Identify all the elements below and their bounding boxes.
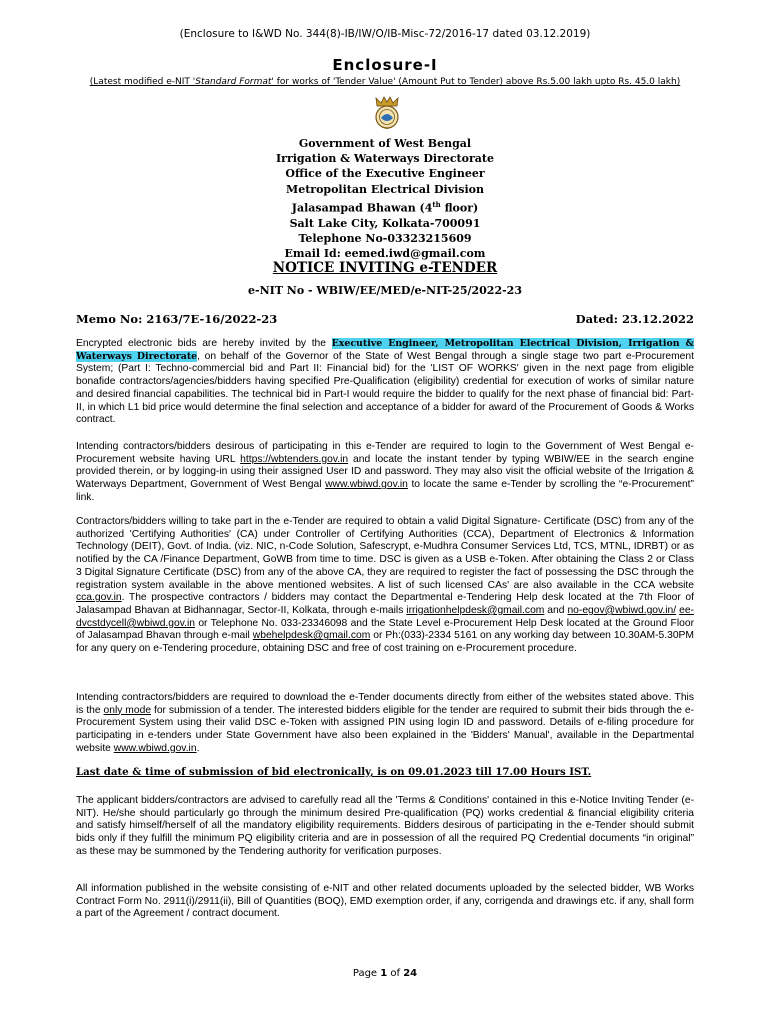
para3-text-5: or Telephone No. 033-23346098 and the State Level e-Procurement Help Desk located at the Ground Floor of Jalasampad Bhavan through e-mail (76, 617, 694, 642)
para1-text-pre: Encrypted electronic bids are hereby invited by the (76, 338, 332, 349)
office-line-building (0, 197, 770, 216)
para2-text-3: to locate the same e-Tender by scrolling the “e-Procurement” link. (76, 479, 694, 503)
memo-number: Memo No: 2163/7E-16/2022-23 (76, 312, 278, 326)
only-mode-emphasis: only mode (103, 704, 152, 716)
paragraph-agreement: All information published in the website consisting of e-NIT and other related documents uploaded by the selected bidder, WB Works Contract Form No. 2911(i)/2911(ii), Bill of Quantities (BOQ), EMD exemption order, if any, corrigenda and drawings etc. if any, shall form a part of the Agreement / contract document. (76, 883, 694, 920)
para4-text-1: Intending contractors/bidders are required to download the e-Tender documents directly from either of the websites stated above. This is the (76, 692, 694, 716)
footer-total-pages: 24 (403, 968, 418, 979)
enit-number: e-NIT No - WBIW/EE/MED/e-NIT-25/2022-23 (248, 284, 522, 297)
para4-text-3: . (196, 742, 200, 754)
para1-text-post: , on behalf of the Governor of the State of West Bengal through a single stage two part e-Procurement System; (Part I: Techno-commercial bid and Part II: Financial bid) for the 'LIST OF WORKS' given in the next page from eligible bonafide contractors/agencies/bidders having specified Pre-Qualification (eligibility) credential for execution of works of similar nature and desired financial capabilities. The technical bid in Part-I would require the bidder to qualify for the next phase of financial bid: Part-II, in which L1 bid price would determine the final selection and acceptance of a bidder for award of the Procurement of Goods & Works contract. (76, 350, 694, 426)
footer-page-number: 1 (380, 968, 388, 979)
paragraph-invitation (76, 338, 694, 427)
page-footer (0, 968, 770, 979)
memo-date: Dated: 23.12.2022 (575, 312, 694, 326)
para3-text-1: Contractors/bidders willing to take part in the e-Tender are required to obtain a valid Digital Signature- Certificate (DSC) from any of the authorized 'Certifying Authorities' (CA) under Controller of Certifying Authorities (CCA), Department of Electronics & Information Technology (DEIT), Govt. of India. (viz. NIC, n-Code Solution, Safescrypt, e-Mudhra Consumer Services Ltd, TCS, MTNL, IDRBT) or as notified by the CA /Finance Department, GoWB from time to time. DSC is given as a USB e-Token. After obtaining the Class 2 or Class 3 Digital Signature Certificate (DSC) from any of the above CA, they are required to register the fact of possessing the DSC through the registration system available in the above mentioned websites. A list of such licensed CAs' are also available in the CCA website (76, 516, 694, 591)
footer-of-word: of (387, 968, 404, 979)
para2-text-1: Intending contractors/bidders desirous of participating in this e-Tender are required to login to the Government of West Bengal e-Procurement website having URL (76, 441, 694, 465)
wbtenders-link[interactable]: https://wbtenders.gov.in (240, 453, 349, 465)
subtitle-pre: (Latest modified e-NIT ' (89, 77, 196, 87)
para2-text-2: and locate the instant tender by typing WBIW/EE in the search engine provided therein, or by logging-in using their assigned User ID and password. They may also visit the official website of the Irrigation & Waterways Department, Government of West Bengal (76, 453, 694, 491)
para3-text-6: or Ph:(033)-2334 5161 on any working day between 10.30AM-5.30PM for any query on e-Tendering procedure, obtaining DSC and free of cost training on e-Procurement procedure. (76, 630, 694, 655)
wbe-helpdesk-email-link[interactable]: wbehelpdesk@gmail.com (252, 630, 371, 642)
dvc-cell-email-link[interactable]: ee-dvcstdycell@wbiwd.gov.in (76, 604, 694, 629)
office-line-division: Metropolitan Electrical Division (286, 182, 484, 196)
building-name: Jalasampad Bhawan (4 (291, 201, 433, 215)
memo-row (76, 312, 694, 326)
enclosure-reference: (Enclosure to I&WD No. 344(8)-IB/IW/O/IB-Misc-72/2016-17 dated 03.12.2019) (179, 28, 591, 40)
paragraph-login (76, 441, 694, 505)
government-emblem-icon (370, 94, 404, 132)
floor-label: floor) (440, 201, 479, 215)
irrigation-helpdesk-email-link[interactable]: irrigationhelpdesk@gmail.com (406, 604, 545, 616)
cca-link[interactable]: cca.gov.in (76, 592, 122, 604)
paragraph-download (76, 692, 694, 756)
enclosure-subtitle (0, 77, 770, 87)
subtitle-post: ' for works of 'Tender Value' (Amount Put to Tender) above Rs.5.00 lakh upto Rs. 45.0 lakh) (271, 77, 681, 87)
office-line-email: Email Id: eemed.iwd@gmail.com (284, 247, 486, 261)
notice-title: NOTICE INVITING e-TENDER (272, 260, 498, 276)
subtitle-italic: Standard Format (195, 77, 272, 87)
no-egov-email-link[interactable]: no-egov@wbiwd.gov.in/ (567, 604, 677, 616)
office-address-block (0, 136, 770, 261)
wbiwd-link[interactable]: www.wbiwd.gov.in (325, 479, 408, 491)
office-line-telephone: Telephone No-03323215609 (298, 231, 472, 245)
office-line-city: Salt Lake City, Kolkata-700091 (289, 216, 481, 230)
footer-page-word: Page (352, 968, 381, 979)
para3-text-2: . The prospective contractors / bidders may contact the Departmental e-Tendering Help desk located at the 7th Floor of Jalasampad Bhavan at Bidhannagar, Sector-II, Kolkata, through e-mails (76, 592, 694, 616)
wbiwd-manual-link[interactable]: www.wbiwd.gov.in (113, 742, 197, 754)
para3-text-3: and (544, 604, 568, 616)
office-line-office: Office of the Executive Engineer (285, 167, 485, 181)
enclosure-title: Enclosure-I (332, 56, 438, 74)
highlighted-authority: Executive Engineer, Metropolitan Electrical Division, Irrigation & Waterways Directorate (76, 338, 695, 362)
last-date-notice: Last date & time of submission of bid electronically, is on 09.01.2023 till 17.00 Hours IST. (76, 766, 592, 778)
floor-superscript: th (432, 199, 441, 209)
office-line-directorate: Irrigation & Waterways Directorate (276, 152, 494, 166)
para4-text-2: for submission of a tender. The interested bidders eligible for the tender are required to submit their bids through the e-Procurement System using their valid DSC e-Token with assigned PIN using login ID and password. Details of e-filing procedure for participating in e-tenders under State Government have also been explained in the 'Bidders' Manual', available in the Departmental website (76, 704, 695, 754)
office-line-government: Government of West Bengal (298, 137, 472, 150)
paragraph-dsc (76, 516, 694, 656)
paragraph-terms: The applicant bidders/contractors are advised to carefully read all the 'Terms & Conditions' contained in this e-Notice Inviting Tender (e-NIT). He/she should particularly go through the minimum desired Pre-qualification (PQ) works credential & financial eligibility criteria and satisfy himself/herself of all the mandatory eligibility requirements. Bidders desirous of participating in the e-Tender should submit bids only if they fulfill the minimum PQ eligibility criteria and are in possession of all the required PQ Credential documents “in original” as these may be summoned by the Tendering authority for verification purposes. (76, 795, 694, 857)
